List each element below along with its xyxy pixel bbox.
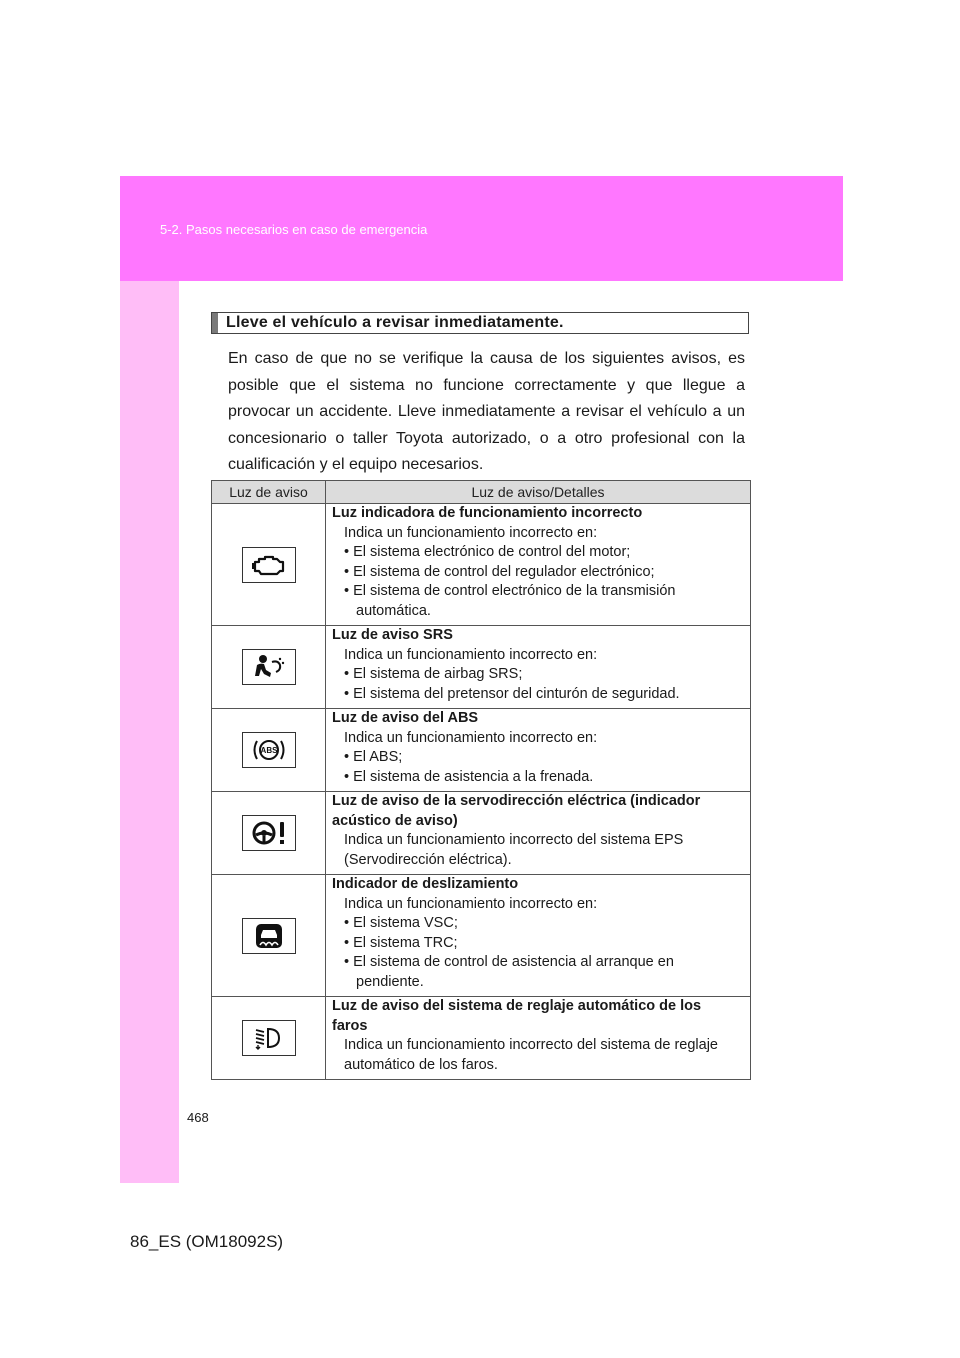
row-title-cont: acústico de aviso): [332, 812, 458, 829]
abs-icon: [242, 732, 296, 768]
row-bullet: • El sistema de control de asistencia al arranque en: [344, 954, 674, 970]
row-desc: Indica un funcionamiento incorrecto en:: [344, 646, 598, 663]
row-desc: Indica un funcionamiento incorrecto del sistema de reglaje: [344, 1037, 718, 1053]
row-bullet-cont: pendiente.: [356, 973, 424, 990]
headlight-leveling-icon: [242, 1020, 296, 1056]
icon-cell: [212, 875, 326, 997]
icon-cell: [212, 626, 326, 709]
details-cell: [326, 875, 751, 997]
table-row: [212, 792, 751, 875]
icon-cell: [212, 709, 326, 792]
row-bullet: • El sistema TRC;: [344, 934, 458, 951]
table-header-row: [212, 481, 751, 504]
row-bullet: • El sistema de airbag SRS;: [344, 666, 523, 682]
row-title: Indicador de deslizamiento: [332, 876, 519, 892]
intro-paragraph: En caso de que no se verifique la causa de los siguientes avisos, es posible que el sistema no funcione correctamente y que llegue a provocar un accidente. Lleve inmediatamente a revisar el vehículo a un concesionario o taller Toyota autorizado, o a otro profesional con la cualificación y el equipo necesarios.: [228, 350, 745, 473]
row-bullet: • El sistema de control electrónico de la transmisión: [344, 583, 676, 599]
page-number: 468: [187, 1110, 209, 1125]
row-bullet: • El ABS;: [344, 749, 403, 765]
header-band: [120, 176, 843, 281]
icon-cell: [212, 792, 326, 875]
col-header-light: Luz de aviso: [212, 481, 326, 504]
table-row: [212, 626, 751, 709]
details-cell: [326, 792, 751, 875]
row-bullet: • El sistema de asistencia a la frenada.: [344, 768, 594, 785]
details-cell: [326, 626, 751, 709]
row-desc: Indica un funcionamiento incorrecto en:: [344, 524, 598, 541]
abs-icon-text: ABS: [260, 746, 277, 755]
icon-cell: [212, 504, 326, 626]
icon-cell: [212, 997, 326, 1080]
row-desc: Indica un funcionamiento incorrecto del sistema EPS: [344, 832, 684, 848]
details-cell: [326, 504, 751, 626]
row-desc: Indica un funcionamiento incorrecto en:: [344, 729, 598, 746]
slip-indicator-icon: [242, 918, 296, 954]
row-desc: Indica un funcionamiento incorrecto en:: [344, 895, 598, 912]
row-title: Luz de aviso de la servodirección eléctrica (indicador: [332, 793, 701, 809]
row-title: Luz de aviso del sistema de reglaje automático de los: [332, 998, 702, 1014]
row-desc-cont: automático de los faros.: [344, 1056, 498, 1073]
row-desc-cont: (Servodirección eléctrica).: [344, 851, 512, 868]
table-row: [212, 997, 751, 1080]
eps-steering-icon: [242, 815, 296, 851]
row-title: Luz de aviso del ABS: [332, 710, 479, 726]
row-title: Luz de aviso SRS: [332, 627, 453, 643]
section-title: Lleve el vehículo a revisar inmediatamente.: [226, 314, 564, 331]
details-cell: [326, 709, 751, 792]
warning-table: [211, 480, 751, 1080]
engine-check-icon: [242, 547, 296, 583]
row-title-cont: faros: [332, 1017, 368, 1034]
row-bullet-cont: automática.: [356, 602, 431, 619]
footer-code: 86_ES (OM18092S): [130, 1232, 284, 1251]
row-title: Luz indicadora de funcionamiento incorrecto: [332, 505, 643, 521]
table-row: [212, 504, 751, 626]
srs-airbag-icon: [242, 649, 296, 685]
table-row: [212, 709, 751, 792]
row-bullet: • El sistema electrónico de control del motor;: [344, 544, 631, 560]
side-strip: [120, 281, 179, 1183]
row-bullet: • El sistema del pretensor del cinturón de seguridad.: [344, 685, 680, 702]
section-heading: [211, 312, 749, 334]
row-bullet: • El sistema de control del regulador electrónico;: [344, 563, 655, 580]
section-breadcrumb: 5-2. Pasos necesarios en caso de emergencia: [160, 222, 428, 237]
details-cell: [326, 997, 751, 1080]
table-row: [212, 875, 751, 997]
col-header-details: Luz de aviso/Detalles: [326, 481, 751, 504]
row-bullet: • El sistema VSC;: [344, 915, 458, 931]
